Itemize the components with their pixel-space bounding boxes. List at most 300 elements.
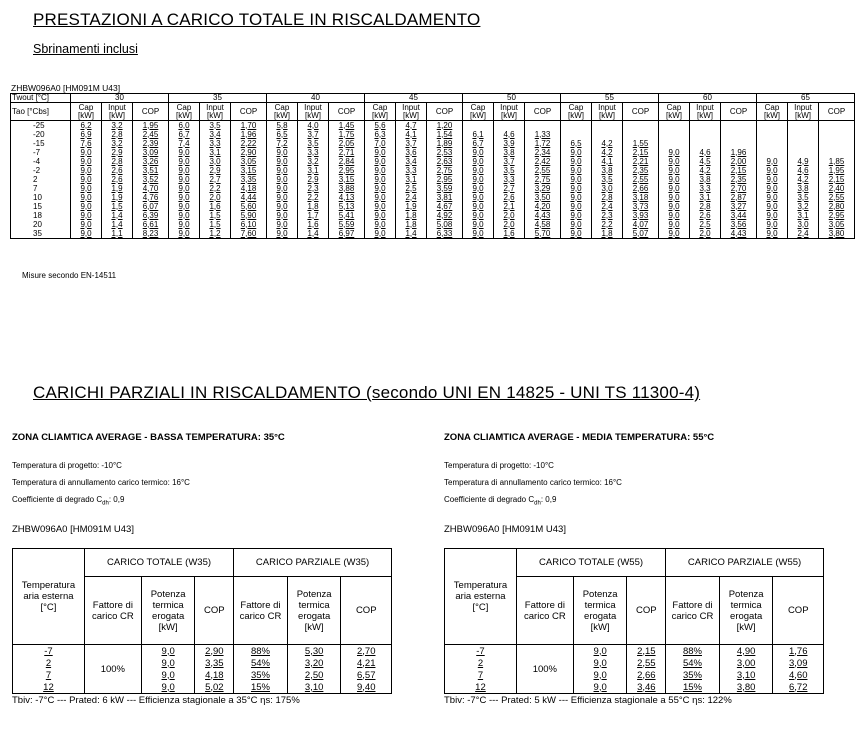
table-row [11,202,855,211]
table-cell: 5,70 [525,229,561,239]
table-cell: 3,26 [133,157,169,166]
table-cell [592,130,623,139]
table-cell: 1,6 [200,202,231,211]
table-cell: 9,0 [659,148,690,157]
input-header: Input [kW] [298,103,329,121]
table-cell: 1,6 [494,229,525,239]
input-header: Input [kW] [200,103,231,121]
table-cell: 3,5 [494,166,525,175]
cap-header: Cap [kW] [365,103,396,121]
col-cr-partial: Fattore di carico CR [666,577,720,645]
table-cell: 3,5 [200,121,231,131]
table-cell: 9,0 [267,166,298,175]
table-cell: 1,20 [427,121,463,131]
total-power-cell: 9,0 [141,645,195,658]
col-cop-partial: COP [773,577,824,645]
partial-power-cell: 4,90 [719,645,773,658]
right-model-label: ZHBW096A0 [HM091M U43] [444,524,566,535]
right-design-temp: Temperatura di progetto: -10°C [444,461,554,470]
table-row [445,669,824,681]
cop-header: COP [819,103,855,121]
col-cr: Fattore di carico CR [84,577,141,645]
table-cell: 6,97 [329,229,365,239]
table-cell: 1,6 [298,220,329,229]
table-cell: 3,1 [298,166,329,175]
table-cell: 2,8 [102,130,133,139]
total-power-cell: 9,0 [573,681,627,694]
table-cell [788,148,819,157]
table-cell [819,121,855,131]
total-cop-cell: 5,02 [195,681,234,694]
left-degrade-coef [12,495,124,507]
table-cell: 2,87 [721,193,757,202]
table-cell: 1,7 [298,211,329,220]
tao-value: -15 [11,139,71,148]
table-cell: 9,0 [169,193,200,202]
left-design-temp: Temperatura di progetto: -10°C [12,461,122,470]
table-cell: 3,35 [231,175,267,184]
left-footer: Tbiv: -7°C --- Prated: 6 kW --- Efficienza stagionale a 35°C ηs: 175% [12,695,300,706]
table-cell: 6,3 [365,130,396,139]
table-cell: 9,0 [463,211,494,220]
table-cell: 9,0 [365,220,396,229]
table-cell: 1,4 [396,229,427,239]
table-cell: 1,45 [329,121,365,131]
table-cell: 3,5 [592,175,623,184]
table-cell: 9,0 [561,175,592,184]
table-cell: 2,9 [298,175,329,184]
table-cell: 4,20 [525,202,561,211]
table-cell: 9,0 [71,193,102,202]
degrade-label: Coefficiente di degrado C [12,495,103,504]
water-temp-header: 30 [71,94,169,103]
table-cell: 9,0 [169,166,200,175]
cap-header: Cap [kW] [71,103,102,121]
table-cell: 3,6 [396,148,427,157]
table-cell: 1,4 [102,220,133,229]
tao-value: 10 [11,193,71,202]
table-cell: 3,1 [396,175,427,184]
table-cell: 2,15 [623,148,659,157]
total-cop-cell: 2,90 [195,645,234,658]
table-cell [690,121,721,131]
table-cell: 2,8 [592,193,623,202]
table-cell: 2,53 [427,148,463,157]
table-cell: 9,0 [463,193,494,202]
table-cell: 3,8 [690,175,721,184]
tao-value: -2 [11,166,71,175]
col-cop-partial: COP [341,577,392,645]
table-cell: 3,8 [494,148,525,157]
partial-cr-cell: 15% [666,681,720,694]
table-cell: 9,0 [71,229,102,239]
table-cell: 9,0 [71,220,102,229]
table-cell: 9,0 [365,193,396,202]
left-model-label: ZHBW096A0 [HM091M U43] [12,524,134,535]
table-cell: 9,0 [169,184,200,193]
table-cell: 9,0 [71,148,102,157]
table-row [11,166,855,175]
table-cell: 1,9 [102,184,133,193]
water-temp-header: 45 [365,94,463,103]
tao-value: 15 [11,202,71,211]
table-cell [623,121,659,131]
table-cell: 2,2 [592,220,623,229]
water-temp-header: 55 [561,94,659,103]
table-cell: 9,0 [267,148,298,157]
table-cell: 2,4 [396,193,427,202]
table-cell: 1,75 [329,130,365,139]
total-power-cell: 9,0 [141,681,195,694]
input-header: Input [kW] [494,103,525,121]
cop-header: COP [623,103,659,121]
table-cell: 4,13 [329,193,365,202]
table-cell: 9,0 [463,220,494,229]
table-cell: 6,39 [133,211,169,220]
table-cell: 4,43 [721,229,757,239]
table-cell: 2,84 [329,157,365,166]
table-cell: 1,1 [102,229,133,239]
table-row [11,220,855,229]
table-cell: 1,5 [200,211,231,220]
degrade-sub: dh [534,500,541,507]
table-cell: 3,15 [329,175,365,184]
table-cell [788,121,819,131]
table-cell: 3,4 [200,130,231,139]
table-row [11,229,855,239]
table-row [11,193,855,202]
table-cell: 9,0 [463,166,494,175]
table-cell: 2,6 [102,175,133,184]
partial-cr-cell: 15% [234,681,288,694]
table-cell: 2,6 [690,211,721,220]
degrade-sub: dh [102,500,109,507]
table-cell: 9,0 [365,211,396,220]
cap-header: Cap [kW] [757,103,788,121]
table-cell: 9,0 [267,220,298,229]
partial-cr-cell: 35% [234,669,288,681]
total-cop-cell: 4,18 [195,669,234,681]
table-cell: 9,0 [365,202,396,211]
table-cell: 9,0 [757,193,788,202]
table-cell: 2,55 [623,175,659,184]
tao-value: -7 [11,148,71,157]
partial-load-title: CARICHI PARZIALI IN RISCALDAMENTO (secondo UNI EN 14825 - UNI TS 11300-4) [33,383,701,402]
table-cell: 9,0 [71,157,102,166]
outdoor-temp-cell: 7 [445,669,517,681]
table-cell: 5,41 [329,211,365,220]
table-cell: 9,0 [365,229,396,239]
degrade-value: : 0,9 [108,495,125,504]
table-cell: 3,3 [200,139,231,148]
table-cell: 4,76 [133,193,169,202]
partial-cr-cell: 54% [666,657,720,669]
table-cell: 7,60 [231,229,267,239]
col-head-partial: CARICO PARZIALE (W35) [234,549,392,577]
table-cell: 2,2 [200,184,231,193]
table-cell: 3,52 [133,175,169,184]
table-cell: 2,70 [721,184,757,193]
table-cell: 2,71 [329,148,365,157]
cap-header: Cap [kW] [267,103,298,121]
table-cell [721,139,757,148]
table-cell [592,121,623,131]
table-cell: 6,7 [169,130,200,139]
table-cell: 2,3 [592,211,623,220]
col-head-partial: CARICO PARZIALE (W55) [666,549,824,577]
table-cell: 1,2 [200,229,231,239]
table-cell: 2,22 [231,139,267,148]
table-cell: 2,63 [427,157,463,166]
perf-model-label: ZHBW096A0 [HM091M U43] [11,83,121,93]
table-cell: 3,9 [494,139,525,148]
table-cell: 4,1 [396,130,427,139]
outdoor-temp-cell: 12 [445,681,517,694]
table-cell: 2,5 [396,184,427,193]
table-cell: 6,5 [267,130,298,139]
table-cell: 5,07 [623,229,659,239]
table-cell: 9,0 [267,211,298,220]
table-cell: 9,0 [169,211,200,220]
cap-header: Cap [kW] [659,103,690,121]
table-cell: 1,72 [525,139,561,148]
table-cell: 3,18 [623,193,659,202]
table-cell: 9,0 [71,175,102,184]
table-cell: 9,0 [561,202,592,211]
sub-header-row [11,103,855,121]
outdoor-temp-cell: -7 [445,645,517,658]
outdoor-temp-cell: -7 [13,645,85,658]
table-cell: 1,8 [396,220,427,229]
table-cell: 3,51 [133,166,169,175]
col-cop: COP [627,577,666,645]
table-cell: 2,95 [329,166,365,175]
water-temp-header: 60 [659,94,757,103]
table-cell: 3,2 [102,121,133,131]
table-cell [757,130,788,139]
table-cell: 1,9 [396,202,427,211]
right-degrade-coef [444,495,556,507]
table-row [11,148,855,157]
table-cell: 4,44 [231,193,267,202]
table-cell: 2,0 [690,229,721,239]
input-header: Input [kW] [396,103,427,121]
table-cell: 2,0 [494,220,525,229]
total-power-cell: 9,0 [141,657,195,669]
right-cancel-temp: Temperatura di annullamento carico termico: 16°C [444,478,622,487]
table-cell: 4,18 [231,184,267,193]
table-cell: 2,8 [102,157,133,166]
table-cell: 2,4 [788,229,819,239]
outdoor-temp-cell: 2 [445,657,517,669]
table-cell: 6,10 [231,220,267,229]
table-cell: 3,44 [721,211,757,220]
table-cell: 6,07 [133,202,169,211]
col-power: Potenza termica erogata [kW] [573,577,627,645]
tao-value: 35 [11,229,71,239]
table-cell [525,121,561,131]
table-cell: 2,95 [427,175,463,184]
table-cell: 2,35 [721,175,757,184]
table-cell: 2,1 [494,202,525,211]
table-cell: 2,2 [298,193,329,202]
table-cell: 3,50 [525,193,561,202]
table-cell: 3,73 [623,202,659,211]
table-cell: 3,15 [231,166,267,175]
table-cell: 9,0 [169,175,200,184]
tao-value: -25 [11,121,71,131]
defrost-subtitle: Sbrinamenti inclusi [33,42,138,56]
table-row [11,130,855,139]
total-power-cell: 9,0 [573,669,627,681]
table-cell: 9,0 [365,166,396,175]
total-cop-cell: 2,15 [627,645,666,658]
table-row [445,681,824,694]
table-cell: 3,2 [102,139,133,148]
table-cell: 9,0 [561,157,592,166]
table-cell: 9,0 [169,202,200,211]
table-cell: 9,0 [561,193,592,202]
full-load-performance-table [10,93,855,239]
table-cell: 2,66 [623,184,659,193]
partial-cr-cell: 35% [666,669,720,681]
table-cell [788,139,819,148]
col-head-total: CARICO TOTALE (W55) [516,549,665,577]
col-power-partial: Potenza termica erogata [kW] [287,577,341,645]
table-cell: 4,7 [396,121,427,131]
tao-value: -4 [11,157,71,166]
table-cell [757,121,788,131]
table-cell: 9,0 [757,229,788,239]
table-cell: 9,0 [267,229,298,239]
table-cell: 9,0 [463,202,494,211]
table-cell: 1,8 [298,202,329,211]
table-cell: 4,43 [525,211,561,220]
cop-header: COP [427,103,463,121]
table-row [13,681,392,694]
table-row [11,121,855,131]
table-cell: 9,0 [463,148,494,157]
total-cop-cell: 3,46 [627,681,666,694]
col-head-total: CARICO TOTALE (W35) [84,549,233,577]
table-cell [463,121,494,131]
table-row [11,184,855,193]
col-power: Potenza termica erogata [kW] [141,577,195,645]
table-row [445,657,824,669]
table-cell: 9,0 [659,202,690,211]
table-cell: 9,0 [169,148,200,157]
table-cell: 7,2 [267,139,298,148]
zone-low-temp-heading: ZONA CLIAMTICA AVERAGE - BASSA TEMPERATURA: 35°C [12,432,285,443]
table-cell: 9,0 [659,220,690,229]
partial-cr-cell: 88% [666,645,720,658]
table-cell [659,121,690,131]
partial-cr-cell: 88% [234,645,288,658]
table-cell: 3,2 [788,202,819,211]
table-cell: 9,0 [659,193,690,202]
table-cell: 2,9 [200,166,231,175]
table-cell: 5,90 [231,211,267,220]
cop-header: COP [133,103,169,121]
table-cell [623,130,659,139]
table-cell: 1,96 [231,130,267,139]
cop-header: COP [231,103,267,121]
table-cell: 9,0 [169,220,200,229]
table-cell [690,130,721,139]
table-row [11,157,855,166]
col-cr-partial: Fattore di carico CR [234,577,288,645]
input-header: Input [kW] [592,103,623,121]
table-cell: 4,92 [427,211,463,220]
table-cell: 3,8 [592,166,623,175]
table-cell: 9,0 [71,211,102,220]
table-cell: 4,5 [690,157,721,166]
table-cell: 1,70 [231,121,267,131]
table-cell: 4,2 [690,166,721,175]
zone-mid-temp-heading: ZONA CLIAMTICA AVERAGE - MEDIA TEMPERATURA: 55°C [444,432,715,443]
table-cell: 1,85 [819,157,855,166]
table-cell: 9,0 [463,184,494,193]
table-cell: 9,0 [757,220,788,229]
table-cell: 9,0 [365,184,396,193]
table-cell: 4,9 [788,157,819,166]
table-cell: 7,6 [71,139,102,148]
total-power-cell: 9,0 [141,669,195,681]
table-cell: 9,0 [659,175,690,184]
table-cell: 4,1 [592,157,623,166]
table-cell: 9,0 [365,157,396,166]
table-cell: 9,0 [561,184,592,193]
table-cell: 1,95 [819,166,855,175]
col-head-temp: Temperatura aria esterna [°C] [445,549,517,645]
table-row [11,175,855,184]
table-cell: 3,7 [298,130,329,139]
left-cancel-temp: Temperatura di annullamento carico termico: 16°C [12,478,190,487]
table-cell: 3,05 [231,157,267,166]
cop-header: COP [721,103,757,121]
table-cell: 6,61 [133,220,169,229]
table-cell: 3,3 [396,166,427,175]
table-cell: 2,80 [819,202,855,211]
table-cell: 1,4 [298,229,329,239]
table-cell: 4,6 [788,166,819,175]
table-cell [819,148,855,157]
table-row [11,139,855,148]
table-cell: 5,59 [329,220,365,229]
table-cell: 6,7 [463,139,494,148]
table-cell: 9,0 [267,175,298,184]
cap-header: Cap [kW] [169,103,200,121]
partial-cop-cell: 6,57 [341,669,392,681]
table-cell: 3,59 [427,184,463,193]
table-cell: 1,96 [721,148,757,157]
table-cell: 3,3 [494,175,525,184]
table-cell: 9,0 [267,202,298,211]
table-cell: 6,9 [71,130,102,139]
input-header: Input [kW] [788,103,819,121]
table-cell: 5,08 [427,220,463,229]
table-cell: 3,1 [788,211,819,220]
table-cell: 4,2 [592,148,623,157]
table-cell: 9,0 [659,157,690,166]
table-cell: 2,40 [819,184,855,193]
table-cell: 2,39 [133,139,169,148]
table-cell: 9,0 [463,157,494,166]
total-cr-cell: 100% [516,645,573,694]
table-cell: 8,23 [133,229,169,239]
cop-header: COP [329,103,365,121]
water-temp-header: 50 [463,94,561,103]
